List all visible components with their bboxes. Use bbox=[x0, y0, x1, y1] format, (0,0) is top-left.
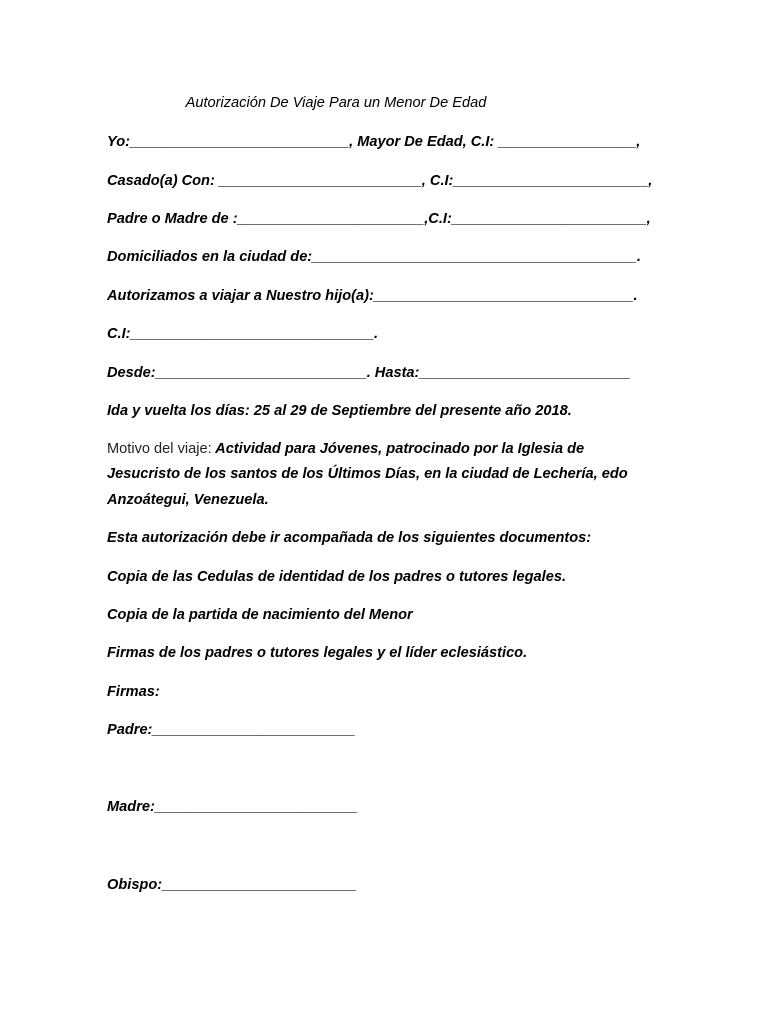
firma-madre-line: Madre:_________________________ bbox=[107, 799, 358, 815]
domicilio-line: Domiciliados en la ciudad de:________________________________________. bbox=[107, 249, 641, 265]
casado-line: Casado(a) Con: _________________________, C.I:________________________, bbox=[107, 173, 653, 189]
yo-line: Yo:___________________________, Mayor De Edad, C.I: _________________, bbox=[107, 134, 641, 150]
firmas-label: Firmas: bbox=[107, 684, 160, 700]
motivo-line-1 bbox=[107, 440, 584, 458]
doc-cedulas-line: Copia de las Cedulas de identidad de los padres o tutores legales. bbox=[107, 569, 567, 585]
motivo-text-1: Actividad para Jóvenes, patrocinado por la Iglesia de bbox=[211, 441, 585, 457]
desde-hasta-line: Desde:__________________________. Hasta:__________________________ bbox=[107, 365, 631, 381]
ci-line: C.I:______________________________. bbox=[107, 326, 379, 342]
autorizamos-line: Autorizamos a viajar a Nuestro hijo(a):________________________________. bbox=[107, 288, 638, 304]
motivo-line-2: Jesucristo de los santos de los Últimos Días, en la ciudad de Lechería, edo bbox=[107, 466, 628, 482]
motivo-label: Motivo del viaje: bbox=[107, 441, 212, 457]
document-title-text: Autorización De Viaje Para un Menor De Edad bbox=[185, 95, 487, 111]
doc-partida-line: Copia de la partida de nacimiento del Menor bbox=[107, 607, 413, 623]
motivo-line-3: Anzoátegui, Venezuela. bbox=[107, 492, 269, 508]
firma-obispo-line: Obispo:________________________ bbox=[107, 877, 357, 893]
padre-madre-line: Padre o Madre de :_______________________,C.I:________________________, bbox=[107, 211, 651, 227]
doc-firmas-line: Firmas de los padres o tutores legales y el líder eclesiástico. bbox=[107, 645, 528, 661]
firma-padre-line: Padre:_________________________ bbox=[107, 722, 356, 738]
documentos-intro-line: Esta autorización debe ir acompañada de los siguientes documentos: bbox=[107, 530, 592, 546]
document-title bbox=[0, 94, 768, 112]
ida-vuelta-line: Ida y vuelta los días: 25 al 29 de Septiembre del presente año 2018. bbox=[107, 403, 572, 419]
